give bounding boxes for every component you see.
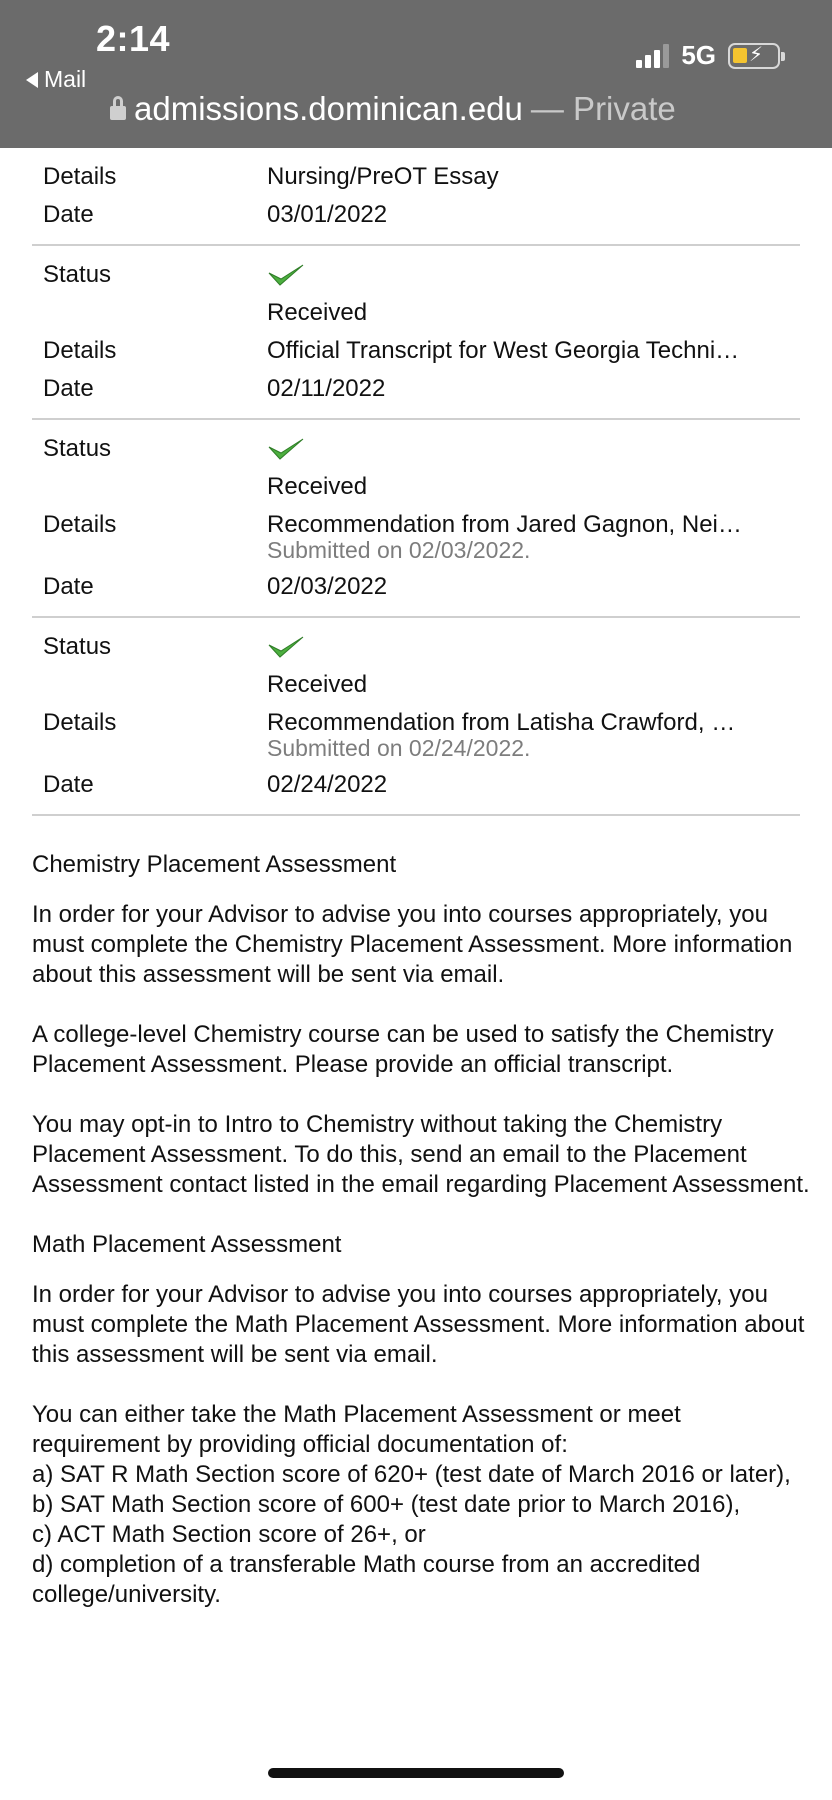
date-label: Date xyxy=(43,573,94,600)
table-row xyxy=(32,246,800,420)
back-arrow-icon xyxy=(26,72,38,88)
url-domain: admissions.dominican.edu xyxy=(134,90,523,127)
status-value: Received xyxy=(267,473,368,500)
chemistry-heading: Chemistry Placement Assessment xyxy=(32,851,397,878)
table-row xyxy=(32,420,800,618)
date-value: 03/01/2022 xyxy=(267,201,388,228)
network-type: 5G xyxy=(681,40,716,70)
math-paragraph: In order for your Advisor to advise you into courses appropriately, you must complete the Math Placement Assessment. More information about this assessment will be sent via email. xyxy=(32,1281,805,1368)
checklist-table xyxy=(32,148,800,816)
details-label: Details xyxy=(43,511,117,538)
checkmark-icon xyxy=(267,256,800,294)
details-label: Details xyxy=(43,709,117,736)
home-indicator[interactable] xyxy=(268,1768,564,1778)
chemistry-paragraph: A college-level Chemistry course can be used to satisfy the Chemistry Placement Assessment. Please provide an official transcript. xyxy=(32,1021,774,1078)
status-indicators xyxy=(636,40,780,71)
list-item: b) SAT Math Section score of 600+ (test date prior to March 2016), xyxy=(32,1491,741,1518)
table-row xyxy=(32,148,800,246)
checkmark-icon xyxy=(267,628,800,666)
chemistry-paragraph: In order for your Advisor to advise you into courses appropriately, you must complete the Chemistry Placement Assessment. More information about this assessment will be sent via email. xyxy=(32,901,793,988)
list-item: d) completion of a transferable Math course from an accredited college/university. xyxy=(32,1551,701,1608)
details-value: Official Transcript for West Georgia Techni… xyxy=(267,337,740,364)
back-to-mail-button[interactable] xyxy=(26,66,86,93)
date-label: Date xyxy=(43,201,94,228)
private-mode-label: — Private xyxy=(530,90,676,127)
placement-info xyxy=(32,850,812,1610)
status-time: 2:14 xyxy=(96,18,171,59)
back-label: Mail xyxy=(44,66,87,92)
battery-charging-icon: ⚡ xyxy=(728,43,780,69)
table-row xyxy=(32,618,800,816)
date-value: 02/03/2022 xyxy=(267,573,388,600)
submitted-note: Submitted on 02/03/2022. xyxy=(267,538,531,562)
details-value: Recommendation from Jared Gagnon, Nei… xyxy=(267,511,742,538)
status-label: Status xyxy=(43,633,112,660)
address-bar[interactable] xyxy=(110,90,676,128)
browser-top-bar xyxy=(0,0,832,148)
status-label: Status xyxy=(43,261,112,288)
math-heading: Math Placement Assessment xyxy=(32,1231,342,1258)
math-requirements xyxy=(32,1400,812,1610)
status-value: Received xyxy=(267,299,368,326)
checkmark-icon xyxy=(267,430,800,468)
list-item: c) ACT Math Section score of 26+, or xyxy=(32,1521,426,1548)
date-value: 02/11/2022 xyxy=(267,375,386,402)
math-requirements-intro: You can either take the Math Placement Assessment or meet requirement by providing official documentation of: xyxy=(32,1401,681,1458)
details-value: Nursing/PreOT Essay xyxy=(267,163,499,190)
details-value: Recommendation from Latisha Crawford, … xyxy=(267,709,736,736)
chemistry-paragraph: You may opt-in to Intro to Chemistry without taking the Chemistry Placement Assessment. To do this, send an email to the Placement Assessment contact listed in the email regarding Placement Assessment. xyxy=(32,1111,810,1198)
lock-icon xyxy=(110,102,126,122)
date-value: 02/24/2022 xyxy=(267,771,388,798)
details-label: Details xyxy=(43,337,117,364)
details-label: Details xyxy=(43,163,117,190)
date-label: Date xyxy=(43,771,94,798)
submitted-note: Submitted on 02/24/2022. xyxy=(267,736,531,760)
date-label: Date xyxy=(43,375,94,402)
status-value: Received xyxy=(267,671,368,698)
cellular-signal-icon xyxy=(636,44,669,68)
status-label: Status xyxy=(43,435,112,462)
list-item: a) SAT R Math Section score of 620+ (test date of March 2016 or later), xyxy=(32,1461,791,1488)
